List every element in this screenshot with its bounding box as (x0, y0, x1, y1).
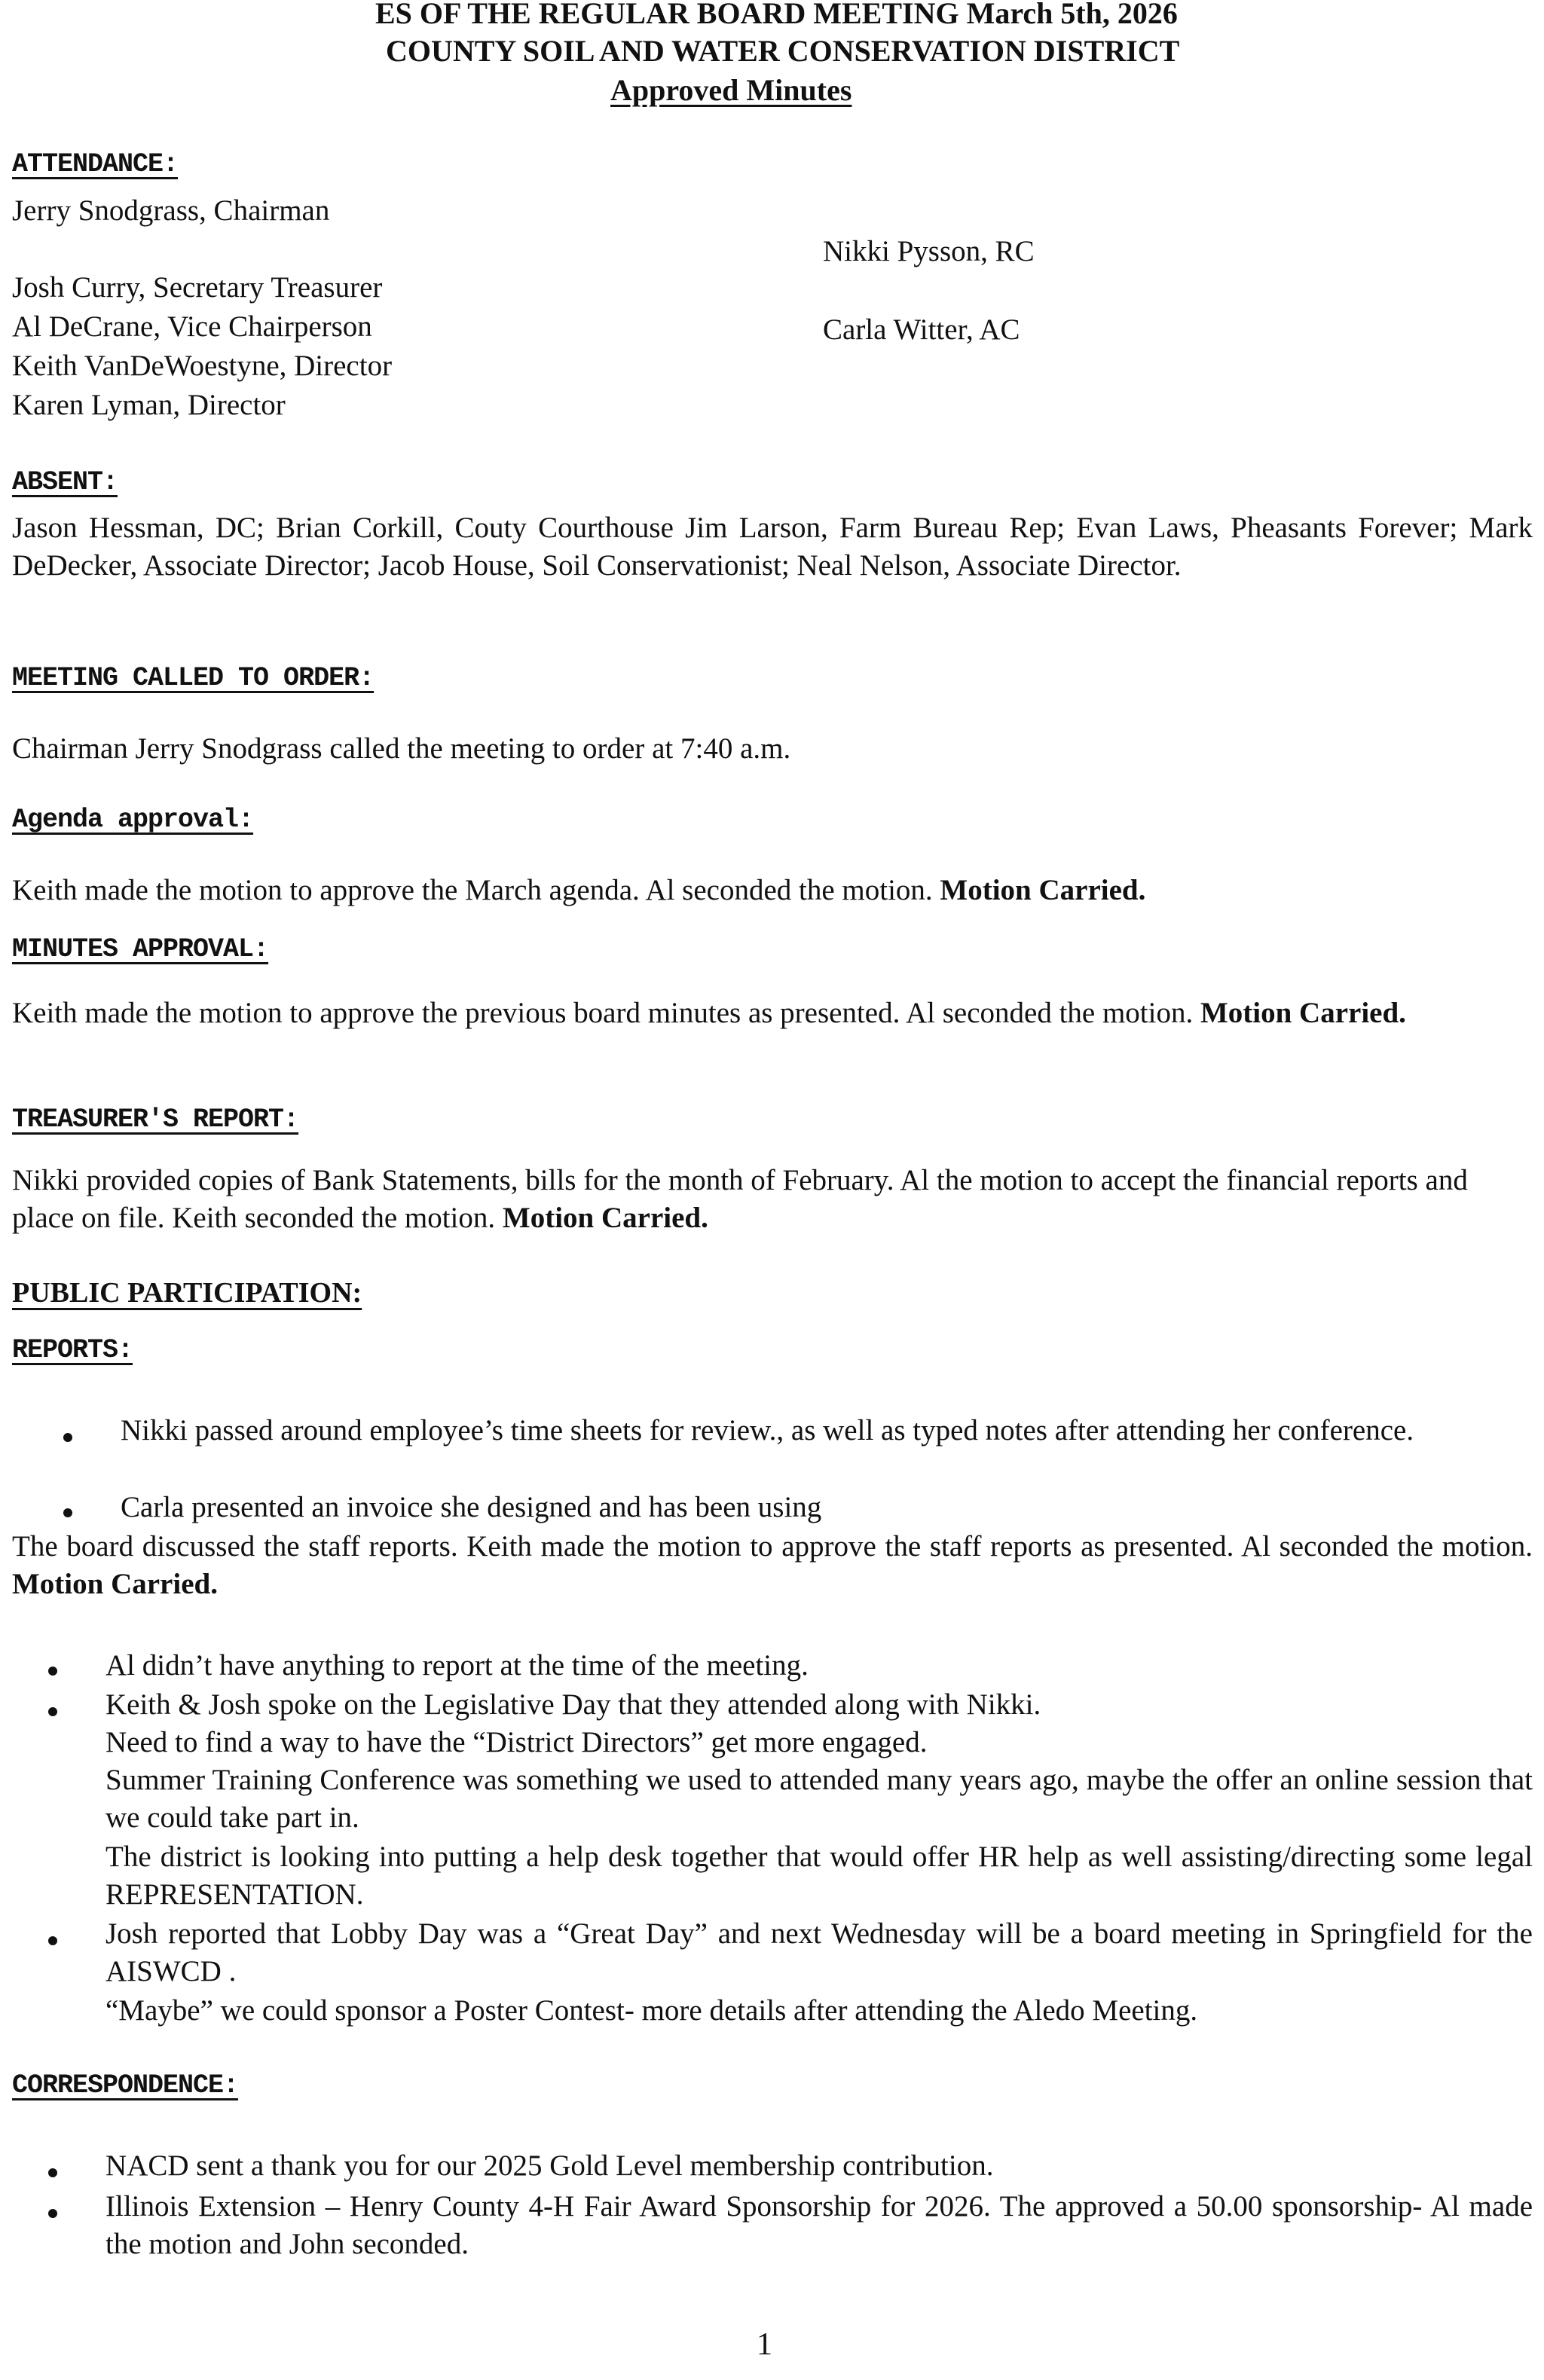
discussion-result: Motion Carried. (12, 1568, 218, 1600)
discussion-motion: The board discussed the staff reports. Keith made the motion to approve the staff reports as presented. Al seconded the motion. (12, 1530, 1533, 1563)
bullet-icon (48, 2209, 57, 2218)
board-report-3-line1: Josh reported that Lobby Day was a “Great Day” and next Wednesday will be a board meeting in Springfield for the AISWCD . (105, 1917, 1533, 1987)
minutes-text (12, 994, 1533, 1032)
agenda-heading: Agenda approval: (12, 805, 254, 835)
absent-text: Jason Hessman, DC; Brian Corkill, Couty Courthouse Jim Larson, Farm Bureau Rep; Evan Laws, Pheasants Forever; Mark DeDecker, Associate Director; Jacob House, Soil Conservationist; Neal Nelson, Associate Director. (12, 512, 1533, 582)
attendee-2: Josh Curry, Secretary Treasurer (12, 271, 383, 304)
correspondence-heading: CORRESPONDENCE: (12, 2070, 239, 2100)
board-report-2-line2: Need to find a way to have the “District Directors” get more engaged. (105, 1726, 928, 1758)
board-report-1: Al didn’t have anything to report at the time of the meeting. (105, 1649, 809, 1682)
board-report-3-line2: “Maybe” we could sponsor a Poster Contest- more details after attending the Aledo Meeting. (105, 1994, 1198, 2027)
treasurer-motion: Nikki provided copies of Bank Statements, bills for the month of February. Al the motion to accept the financial reports and place on file. Keith seconded the motion. (12, 1164, 1468, 1234)
treasurer-result: Motion Carried. (502, 1202, 708, 1234)
board-report-2-line3: Summer Training Conference was something we used to attended many years ago, maybe the offer an online session that we could take part in. (105, 1764, 1533, 1834)
agenda-text (12, 871, 1145, 910)
staff-report-2: Carla presented an invoice she designed and has been using (121, 1491, 822, 1523)
bullet-icon (48, 2168, 57, 2177)
public-participation-heading: PUBLIC PARTICIPATION: (12, 1277, 362, 1309)
board-report-2-line1: Keith & Josh spoke on the Legislative Day that they attended along with Nikki. (105, 1688, 1041, 1721)
minutes-result: Motion Carried. (1200, 997, 1406, 1029)
attendee-3: Al DeCrane, Vice Chairperson (12, 310, 372, 343)
attendance-heading: ATTENDANCE: (12, 149, 179, 179)
treasurer-heading: TREASURER'S REPORT: (12, 1104, 299, 1135)
correspondence-2: Illinois Extension – Henry County 4-H Fair Award Sponsorship for 2026. The approved a 50.00 sponsorship- Al made the motion and John seconded. (105, 2190, 1533, 2260)
attendee-4: Keith VanDeWoestyne, Director (12, 350, 393, 382)
doc-title-line1: ES OF THE REGULAR BOARD MEETING March 5th, 2026 (375, 0, 1178, 30)
attendee-5: Karen Lyman, Director (12, 389, 286, 421)
absent-heading: ABSENT: (12, 467, 118, 497)
agenda-result: Motion Carried. (940, 874, 1146, 906)
correspondence-1: NACD sent a thank you for our 2025 Gold Level membership contribution. (105, 2149, 994, 2182)
staff-attendee-2: Carla Witter, AC (823, 313, 1020, 346)
bullet-icon (48, 1707, 57, 1716)
bullet-icon (48, 1936, 57, 1945)
called-to-order-text: Chairman Jerry Snodgrass called the meeting to order at 7:40 a.m. (12, 732, 791, 765)
bullet-icon (48, 1667, 57, 1676)
treasurer-text (12, 1162, 1533, 1237)
minutes-motion: Keith made the motion to approve the previous board minutes as presented. Al seconded the motion. (12, 997, 1194, 1029)
page-number: 1 (757, 2327, 772, 2362)
attendee-1: Jerry Snodgrass, Chairman (12, 194, 330, 227)
staff-report-1: Nikki passed around employee’s time sheets for review., as well as typed notes after attending her conference. (121, 1414, 1414, 1447)
staff-reports-discussion (12, 1528, 1533, 1603)
doc-title-line2: COUNTY SOIL AND WATER CONSERVATION DISTRICT (386, 34, 1180, 68)
bullet-icon (63, 1433, 72, 1442)
doc-title-approved: Approved Minutes (610, 73, 852, 107)
called-to-order-heading: MEETING CALLED TO ORDER: (12, 663, 375, 693)
reports-heading: REPORTS: (12, 1335, 133, 1365)
staff-attendee-1: Nikki Pysson, RC (823, 235, 1035, 267)
board-report-2-line4: The district is looking into putting a help desk together that would offer HR help as well assisting/directing some legal REPRESENTATION. (105, 1841, 1533, 1911)
minutes-heading: MINUTES APPROVAL: (12, 934, 269, 964)
agenda-motion: Keith made the motion to approve the March agenda. Al seconded the motion. (12, 874, 933, 906)
bullet-icon (63, 1508, 72, 1517)
